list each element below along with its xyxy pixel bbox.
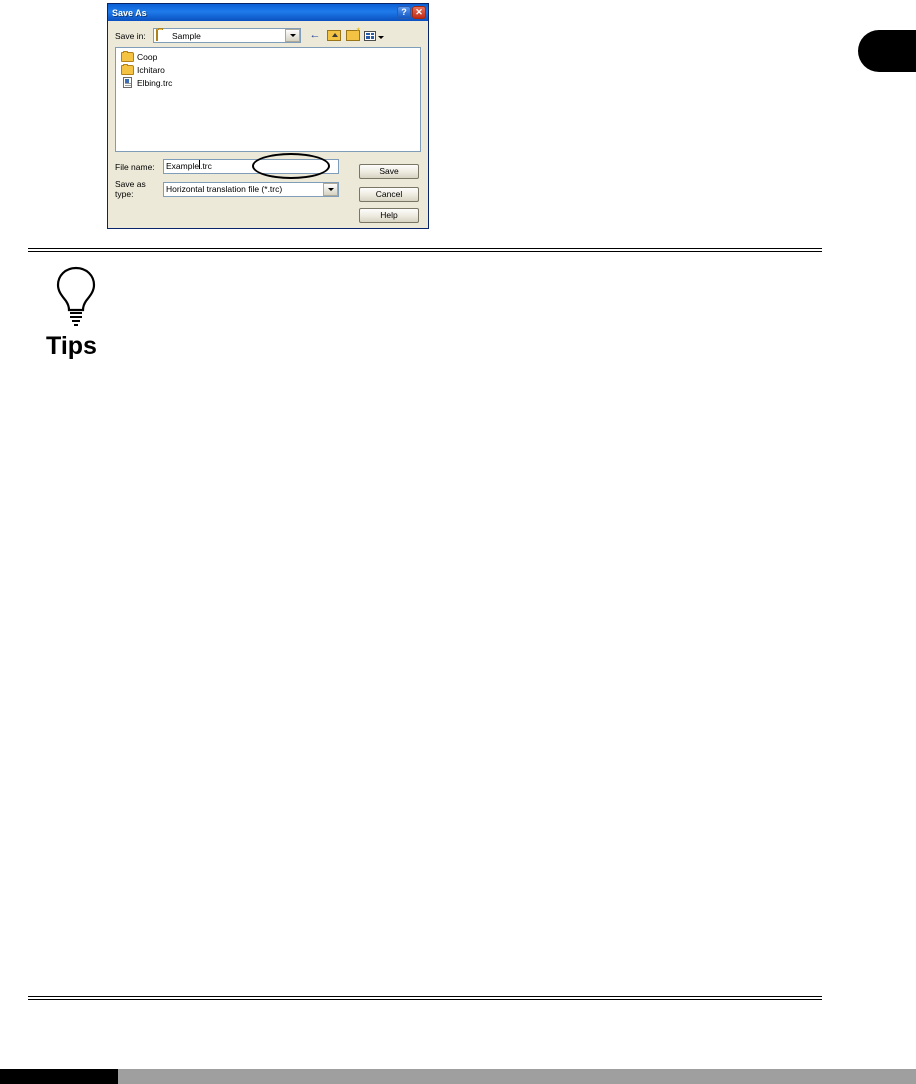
section-divider-bottom <box>28 996 822 1000</box>
views-icon <box>364 31 376 41</box>
save-as-type-combobox[interactable] <box>163 182 339 197</box>
lightbulb-icon <box>54 266 98 328</box>
chevron-down-icon <box>378 36 384 39</box>
back-arrow-icon: ← <box>309 29 321 41</box>
save-button[interactable]: Save <box>359 164 419 179</box>
file-name-value: Example.trc <box>166 161 212 171</box>
chevron-down-icon[interactable] <box>285 29 300 42</box>
chevron-down-icon[interactable] <box>323 183 338 196</box>
up-folder-icon <box>327 30 341 41</box>
file-name-input[interactable] <box>163 159 339 174</box>
tips-callout <box>46 266 186 361</box>
file-list[interactable] <box>115 47 421 152</box>
back-button[interactable] <box>307 28 323 43</box>
file-icon <box>120 77 134 88</box>
list-item-label: Ichitaro <box>137 64 165 75</box>
save-in-label: Save in: <box>115 30 146 41</box>
new-folder-icon <box>346 30 360 41</box>
folder-icon <box>120 65 134 75</box>
folder-icon <box>120 52 134 62</box>
save-as-type-value: Horizontal translation file (*.trc) <box>166 184 283 194</box>
file-name-label: File name: <box>115 161 155 172</box>
dialog-title: Save As <box>112 7 147 18</box>
footer-grey-block <box>118 1069 916 1084</box>
footer-black-block <box>0 1069 118 1084</box>
list-item[interactable] <box>119 50 417 63</box>
section-divider-top <box>28 248 822 252</box>
save-as-type-label: Save as type: <box>115 179 146 199</box>
list-item-label: Coop <box>137 51 158 62</box>
text-caret <box>199 160 200 169</box>
tips-label: Tips <box>46 332 97 360</box>
folder-icon <box>156 30 169 41</box>
list-item[interactable] <box>119 63 417 76</box>
help-button[interactable]: Help <box>359 208 419 223</box>
cancel-button[interactable]: Cancel <box>359 187 419 202</box>
help-icon[interactable]: ? <box>397 6 411 19</box>
save-in-combobox[interactable] <box>153 28 301 43</box>
list-item[interactable] <box>119 76 417 89</box>
save-as-dialog <box>107 3 429 229</box>
dialog-toolbar <box>307 28 384 43</box>
save-in-value: Sample <box>172 30 201 41</box>
views-button[interactable] <box>364 28 384 43</box>
dialog-titlebar[interactable] <box>108 4 428 21</box>
page-footer <box>0 1069 916 1084</box>
list-item-label: Elbing.trc <box>137 77 173 88</box>
page-edge-tab <box>858 30 916 72</box>
close-icon[interactable]: ✕ <box>412 6 426 19</box>
create-new-folder-button[interactable] <box>345 28 361 43</box>
up-one-level-button[interactable] <box>326 28 342 43</box>
